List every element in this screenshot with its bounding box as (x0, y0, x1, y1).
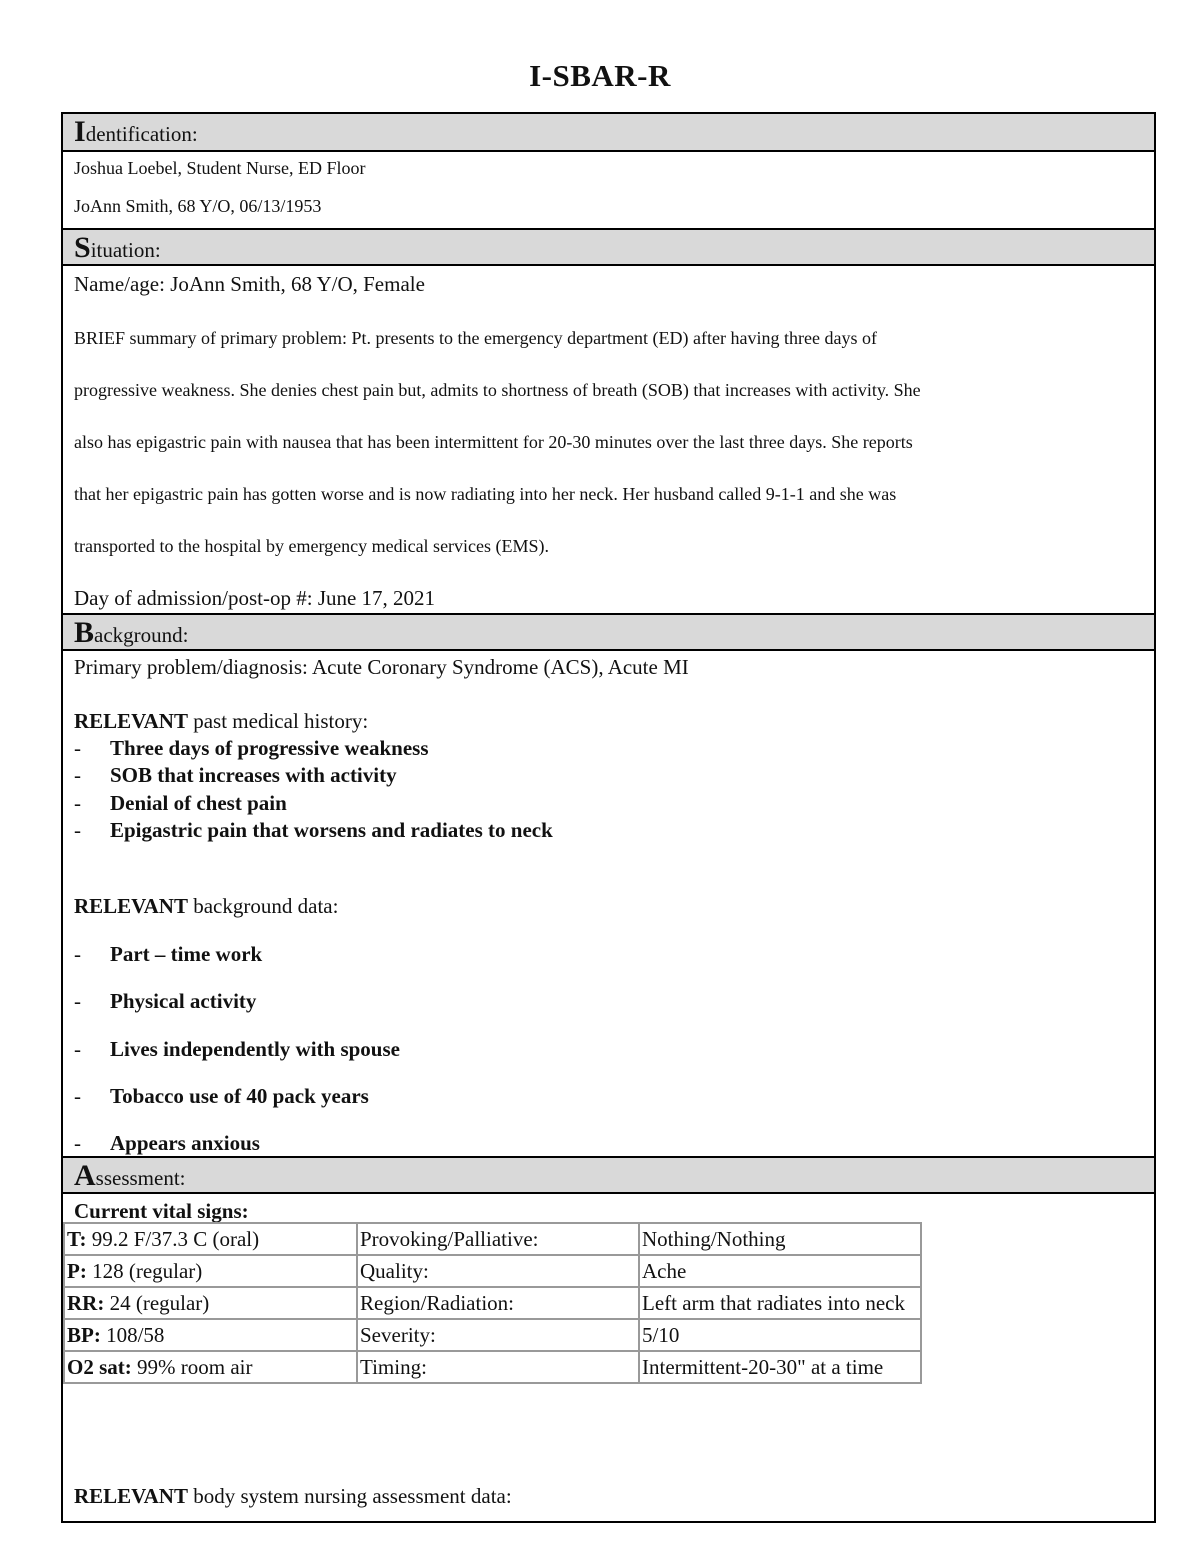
assessment-label: ssessment: (95, 1166, 186, 1190)
vital-value: 24 (regular) (104, 1291, 210, 1315)
situation-name-age: Name/age: JoAnn Smith, 68 Y/O, Female (74, 272, 425, 296)
identification-line-1: Joshua Loebel, Student Nurse, ED Floor (74, 158, 366, 178)
background-item-text: Physical activity (110, 989, 257, 1013)
background-item (74, 942, 262, 967)
background-item-text: Part – time work (110, 942, 263, 966)
vital-label: RR: (67, 1291, 105, 1315)
pqrst-question: Region/Radiation: (357, 1287, 639, 1319)
isbar-form (61, 112, 1156, 1523)
bullet-dash: - (74, 1084, 81, 1108)
past-medical-history-label: past medical history: (187, 709, 369, 733)
background-label: ackground: (94, 623, 189, 647)
vital-cell (64, 1319, 357, 1351)
vital-cell (64, 1255, 357, 1287)
background-primary-diagnosis: Primary problem/diagnosis: Acute Coronary Syndrome (ACS), Acute MI (74, 655, 689, 679)
vital-cell (64, 1351, 357, 1383)
background-header (63, 613, 1154, 651)
history-item (74, 736, 429, 761)
situation-admission-day: Day of admission/post-op #: June 17, 2021 (74, 586, 436, 610)
table-row (64, 1319, 921, 1351)
history-item (74, 763, 397, 788)
relevant-keyword: RELEVANT (74, 1484, 188, 1508)
vital-value: 108/58 (100, 1323, 165, 1347)
pqrst-answer: Left arm that radiates into neck (639, 1287, 921, 1319)
situation-label: ituation: (90, 238, 161, 262)
vital-cell (64, 1223, 357, 1255)
pqrst-answer: 5/10 (639, 1319, 921, 1351)
vital-label: O2 sat: (67, 1355, 132, 1379)
assessment-initial: A (74, 1159, 96, 1192)
situation-summary-line-3: also has epigastric pain with nausea that has been intermittent for 20-30 minutes over the last three days. She reports (74, 432, 913, 452)
identification-line-2: JoAnn Smith, 68 Y/O, 06/13/1953 (74, 196, 322, 216)
bullet-dash: - (74, 1131, 81, 1155)
table-row (64, 1351, 921, 1383)
background-item-text: Tobacco use of 40 pack years (110, 1084, 369, 1108)
current-vital-signs-heading: Current vital signs: (74, 1199, 249, 1223)
vital-cell (64, 1287, 357, 1319)
background-data-heading (74, 894, 338, 919)
bullet-dash: - (74, 736, 81, 760)
history-item-text: SOB that increases with activity (110, 763, 397, 787)
bullet-dash: - (74, 942, 81, 966)
identification-initial: I (74, 115, 86, 148)
bullet-dash: - (74, 818, 81, 842)
relevant-keyword: RELEVANT (74, 894, 188, 918)
table-row (64, 1223, 921, 1255)
vital-value: 99% room air (131, 1355, 253, 1379)
situation-summary-line-4: that her epigastric pain has gotten worse and is now radiating into her neck. Her husband called 9-1-1 and she was (74, 484, 897, 504)
identification-header (63, 114, 1154, 152)
pqrst-question: Severity: (357, 1319, 639, 1351)
body-system-assessment-heading (74, 1484, 512, 1509)
table-row (64, 1287, 921, 1319)
situation-header (63, 228, 1154, 266)
background-item (74, 1131, 260, 1156)
background-item-text: Appears anxious (110, 1131, 260, 1155)
pqrst-question: Provoking/Palliative: (357, 1223, 639, 1255)
pqrst-answer: Ache (639, 1255, 921, 1287)
background-item-text: Lives independently with spouse (110, 1037, 400, 1061)
situation-summary-line-2: progressive weakness. She denies chest pain but, admits to shortness of breath (SOB) that increases with activity. She (74, 380, 921, 400)
assessment-header (63, 1156, 1154, 1194)
past-medical-history-heading (74, 709, 368, 734)
situation-summary-line-5: transported to the hospital by emergency medical services (EMS). (74, 536, 550, 556)
vital-signs-table (63, 1222, 922, 1384)
vital-value: 99.2 F/37.3 C (oral) (86, 1227, 260, 1251)
situation-summary-line-1: BRIEF summary of primary problem: Pt. presents to the emergency department (ED) after having three days of (74, 328, 877, 348)
document-title: I-SBAR-R (529, 58, 671, 93)
bullet-dash: - (74, 989, 81, 1013)
history-item-text: Denial of chest pain (110, 791, 287, 815)
vital-value: 128 (regular) (86, 1259, 203, 1283)
pqrst-answer: Intermittent-20-30" at a time (639, 1351, 921, 1383)
background-initial: B (74, 616, 95, 649)
pqrst-question: Quality: (357, 1255, 639, 1287)
table-row (64, 1255, 921, 1287)
history-item-text: Epigastric pain that worsens and radiates to neck (110, 818, 553, 842)
background-item (74, 1037, 400, 1062)
body-system-assessment-label: body system nursing assessment data: (187, 1484, 512, 1508)
pqrst-question: Timing: (357, 1351, 639, 1383)
bullet-dash: - (74, 763, 81, 787)
vital-label: T: (67, 1227, 87, 1251)
situation-initial: S (74, 231, 91, 264)
bullet-dash: - (74, 1037, 81, 1061)
history-item (74, 818, 553, 843)
background-data-label: background data: (187, 894, 339, 918)
relevant-keyword: RELEVANT (74, 709, 188, 733)
vital-label: P: (67, 1259, 87, 1283)
pqrst-answer: Nothing/Nothing (639, 1223, 921, 1255)
history-item (74, 791, 287, 816)
identification-label: dentification: (85, 122, 198, 146)
history-item-text: Three days of progressive weakness (110, 736, 429, 760)
vital-label: BP: (67, 1323, 101, 1347)
background-item (74, 1084, 369, 1109)
bullet-dash: - (74, 791, 81, 815)
background-item (74, 989, 256, 1014)
